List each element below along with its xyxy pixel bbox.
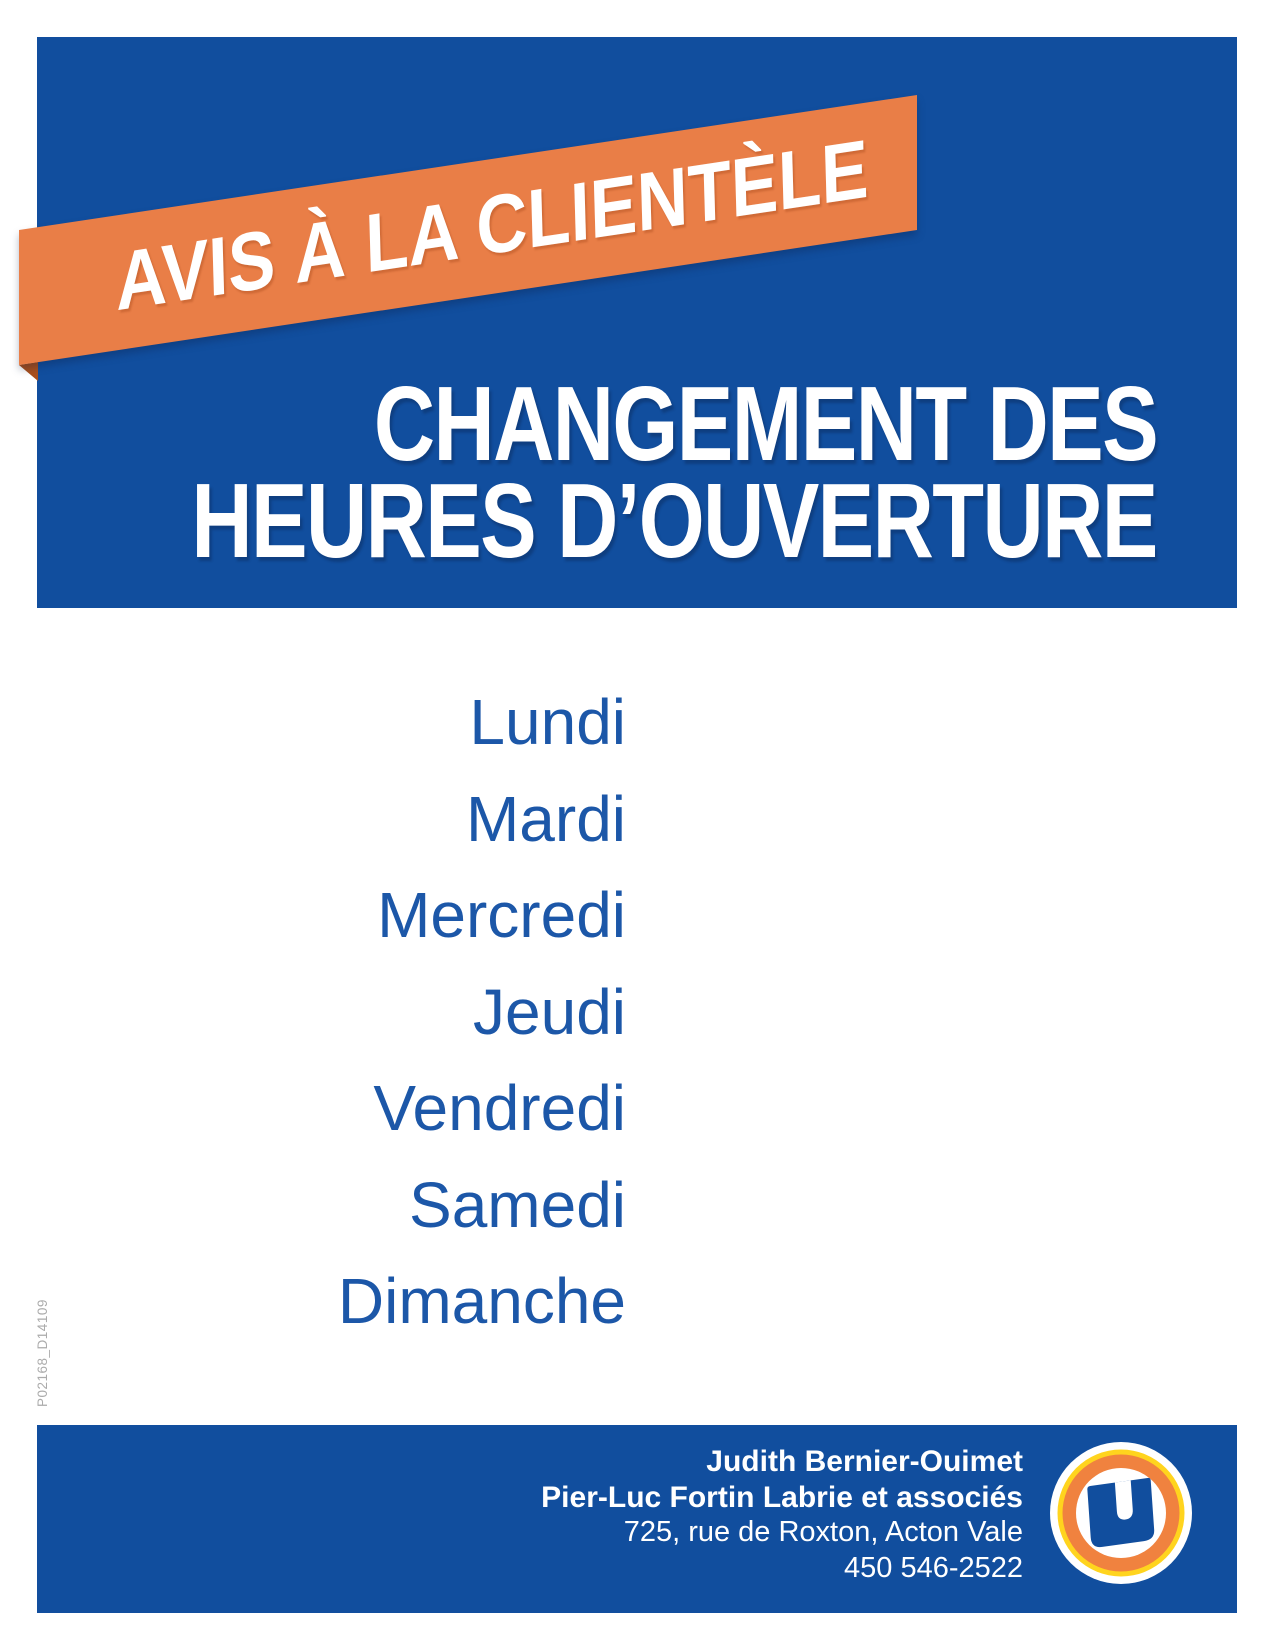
pharmacy-phone: 450 546-2522	[844, 1551, 1023, 1584]
weekday-item-samedi: Samedi	[409, 1168, 626, 1241]
weekday-item-mercredi: Mercredi	[377, 879, 626, 951]
weekday-item-jeudi: Jeudi	[473, 975, 626, 1048]
weekday-item-vendredi: Vendredi	[373, 1072, 626, 1144]
pharmacy-address: 725, rue de Roxton, Acton Vale	[623, 1516, 1023, 1548]
weekday-list	[338, 674, 626, 1350]
weekday-item-mardi: Mardi	[465, 782, 626, 855]
pharmacist-name-1: Judith Bernier-Ouimet	[706, 1445, 1023, 1478]
pharmacist-name-2: Pier-Luc Fortin Labrie et associés	[541, 1480, 1023, 1514]
contact-block	[541, 1444, 1023, 1586]
poster-title	[0, 365, 1157, 580]
title-line-2: HEURES D’OUVERTURE	[191, 462, 1157, 580]
weekday-item-lundi: Lundi	[469, 686, 626, 758]
notice-ribbon-text: AVIS À LA CLIENTÈLE	[114, 122, 870, 329]
uniprix-u-logo-icon	[1050, 1442, 1192, 1584]
title-line-1: CHANGEMENT DES	[373, 365, 1157, 483]
print-code: P02168_D14109	[35, 1299, 50, 1407]
weekday-item-dimanche: Dimanche	[337, 1265, 626, 1337]
